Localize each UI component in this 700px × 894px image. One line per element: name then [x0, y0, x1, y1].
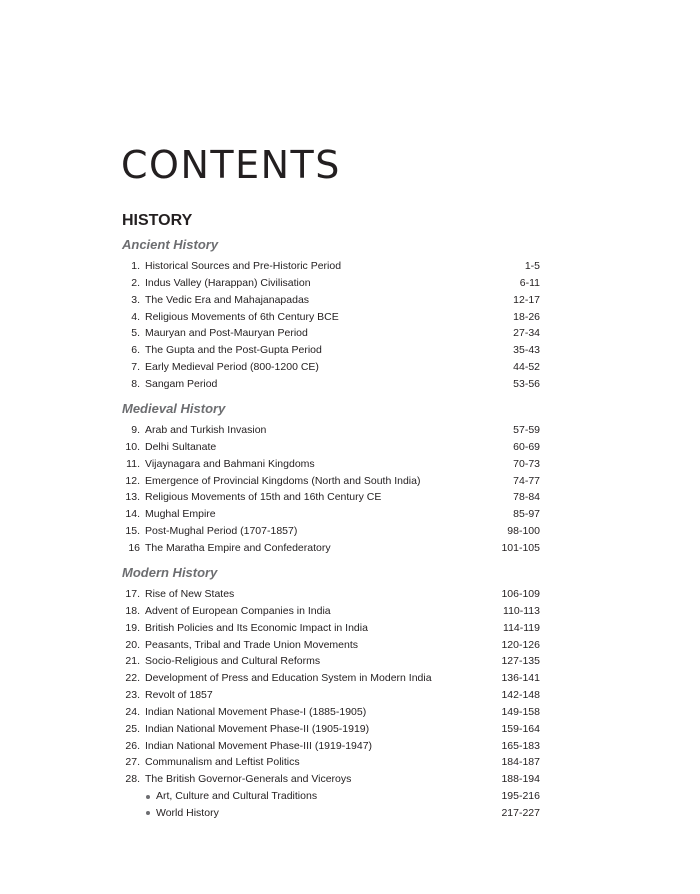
entry-pages: 18-26: [513, 310, 540, 323]
entry-title: Religious Movements of 6th Century BCE: [145, 310, 339, 323]
entry-number: 24.: [125, 705, 140, 718]
part-title: Medieval History: [122, 401, 226, 416]
part-title: Ancient History: [122, 237, 219, 252]
entry-title: Vijaynagara and Bahmani Kingdoms: [145, 457, 315, 470]
entry-pages: 60-69: [513, 440, 540, 453]
entry-pages: 27-34: [513, 327, 540, 340]
entry-number: 18.: [125, 604, 140, 617]
entry-title: Revolt of 1857: [145, 689, 213, 702]
toc-entry: [122, 309, 540, 326]
entry-title: Rise of New States: [145, 588, 235, 600]
toc-entry: [122, 275, 540, 292]
toc-entry: [122, 540, 540, 557]
entry-pages: 101-105: [501, 541, 540, 554]
entry-pages: 120-126: [501, 638, 540, 651]
entry-pages: 12-17: [513, 293, 540, 306]
entry-title: Socio-Religious and Cultural Reforms: [145, 655, 321, 668]
toc-entry: [122, 506, 540, 523]
entry-number: 25.: [125, 722, 140, 735]
toc-entry: [122, 325, 540, 342]
entry-title: The Maratha Empire and Confederatory: [145, 541, 331, 554]
entry-title: Communalism and Leftist Politics: [145, 756, 300, 769]
entry-number: 10.: [125, 440, 140, 453]
entry-title: The British Governor-Generals and Viceroys: [145, 773, 352, 786]
entry-pages: 127-135: [501, 655, 540, 668]
entry-title: Advent of European Companies in India: [145, 604, 331, 617]
entry-number: 8.: [131, 377, 140, 390]
entry-pages: 53-56: [513, 377, 540, 390]
entry-number: 5.: [131, 327, 140, 340]
entry-number: 9.: [131, 424, 140, 436]
entry-title: The Vedic Era and Mahajanapadas: [145, 293, 310, 306]
toc-entry: [122, 359, 540, 376]
entry-pages: 70-73: [513, 457, 540, 470]
toc-entry: [122, 670, 540, 687]
toc-entry: [122, 489, 540, 506]
entry-number: 27.: [125, 756, 140, 769]
toc-entry: [122, 754, 540, 771]
entry-number: 1.: [131, 260, 140, 272]
page-title: CONTENTS: [121, 143, 341, 187]
entry-title: Post-Mughal Period (1707-1857): [145, 525, 298, 538]
entry-title: Mauryan and Post-Mauryan Period: [145, 327, 308, 340]
toc-entry: [122, 620, 540, 637]
entry-pages: 136-141: [501, 672, 540, 685]
entry-number: 22.: [125, 672, 140, 685]
entry-pages: 106-109: [501, 588, 540, 600]
toc-entry: [122, 258, 540, 275]
entry-pages: 184-187: [501, 756, 540, 769]
entry-title: World History: [156, 806, 219, 819]
entry-title: Early Medieval Period (800-1200 CE): [145, 361, 319, 374]
entry-number: 15.: [125, 525, 140, 538]
entry-number: 3.: [131, 293, 140, 306]
entry-title: Arab and Turkish Invasion: [145, 424, 267, 436]
entry-number: 2.: [131, 276, 140, 289]
entry-number: 16: [128, 541, 140, 554]
entry-number: 28.: [125, 773, 140, 786]
toc-entry: [122, 456, 540, 473]
entry-pages: 6-11: [519, 276, 540, 289]
section-heading: HISTORY: [122, 212, 193, 229]
entry-number: 11.: [126, 457, 140, 470]
entry-pages: 57-59: [513, 424, 540, 436]
entry-number: 4.: [131, 310, 140, 323]
entry-number: 12.: [125, 474, 140, 487]
entry-number: 14.: [125, 508, 140, 521]
entry-title: Indian National Movement Phase-III (1919-1947): [145, 739, 373, 752]
entry-pages: 110-113: [503, 604, 540, 617]
toc-entry: [122, 738, 540, 755]
toc-entry: [122, 704, 540, 721]
entry-title: Indian National Movement Phase-I (1885-1905): [145, 705, 367, 718]
toc-entry: [122, 473, 540, 490]
part-ancient-history: [122, 237, 540, 393]
entry-pages: 149-158: [501, 705, 540, 718]
entry-title: Development of Press and Education System in Modern India: [145, 672, 432, 685]
entry-pages: 165-183: [501, 739, 540, 752]
entry-number: 13.: [125, 491, 140, 504]
entry-pages: 1-5: [524, 260, 540, 272]
entry-pages: 217-227: [501, 806, 540, 819]
entry-title: Sangam Period: [145, 377, 218, 390]
toc-entry: [122, 771, 540, 788]
entry-title: British Policies and Its Economic Impact in India: [145, 621, 368, 634]
toc-entry: [122, 292, 540, 309]
entry-number: 26.: [125, 739, 140, 752]
entry-number: 19.: [125, 621, 140, 634]
entry-title: The Gupta and the Post-Gupta Period: [145, 344, 322, 357]
toc-entry: [122, 687, 540, 704]
toc-entry: [122, 586, 540, 603]
toc-entry: [122, 637, 540, 654]
part-title: Modern History: [122, 565, 218, 580]
toc-entry: [122, 422, 540, 439]
entry-title: Indus Valley (Harappan) Civilisation: [145, 276, 311, 289]
bullet-icon: [146, 795, 150, 799]
entry-title: Mughal Empire: [145, 508, 216, 521]
entry-number: 17.: [125, 588, 140, 600]
toc-entry: [122, 342, 540, 359]
toc-entry: [122, 523, 540, 540]
entry-pages: 74-77: [513, 474, 540, 487]
toc-entry: [122, 653, 540, 670]
entry-title: Historical Sources and Pre-Historic Period: [145, 260, 342, 272]
entry-number: 7.: [131, 361, 140, 374]
entry-number: 21.: [125, 655, 140, 668]
entry-pages: 35-43: [513, 344, 540, 357]
part-medieval-history: [122, 401, 540, 557]
entry-pages: 142-148: [501, 689, 540, 702]
entry-title: Art, Culture and Cultural Traditions: [156, 790, 318, 803]
entry-pages: 188-194: [501, 773, 540, 786]
entry-title: Emergence of Provincial Kingdoms (North and South India): [145, 474, 421, 487]
entry-pages: 98-100: [507, 525, 540, 538]
toc-entry: [122, 376, 540, 393]
entry-pages: 195-216: [501, 790, 540, 803]
entry-title: Religious Movements of 15th and 16th Century CE: [145, 491, 382, 504]
toc-bullet-entry: [122, 805, 540, 822]
entry-pages: 114-119: [503, 621, 540, 634]
entry-pages: 159-164: [501, 722, 540, 735]
entry-number: 6.: [131, 344, 140, 357]
toc-bullet-entry: [122, 788, 540, 805]
toc-entry: [122, 603, 540, 620]
toc-entry: [122, 721, 540, 738]
entry-title: Indian National Movement Phase-II (1905-1919): [145, 722, 370, 735]
entry-pages: 44-52: [513, 361, 540, 374]
entry-number: 20.: [125, 638, 140, 651]
entry-title: Peasants, Tribal and Trade Union Movements: [145, 638, 359, 651]
bullet-icon: [146, 811, 150, 815]
entry-title: Delhi Sultanate: [145, 440, 217, 453]
toc-entry: [122, 439, 540, 456]
entry-pages: 85-97: [513, 508, 540, 521]
part-modern-history: [122, 565, 540, 822]
entry-pages: 78-84: [513, 491, 540, 504]
entry-number: 23.: [125, 689, 140, 702]
